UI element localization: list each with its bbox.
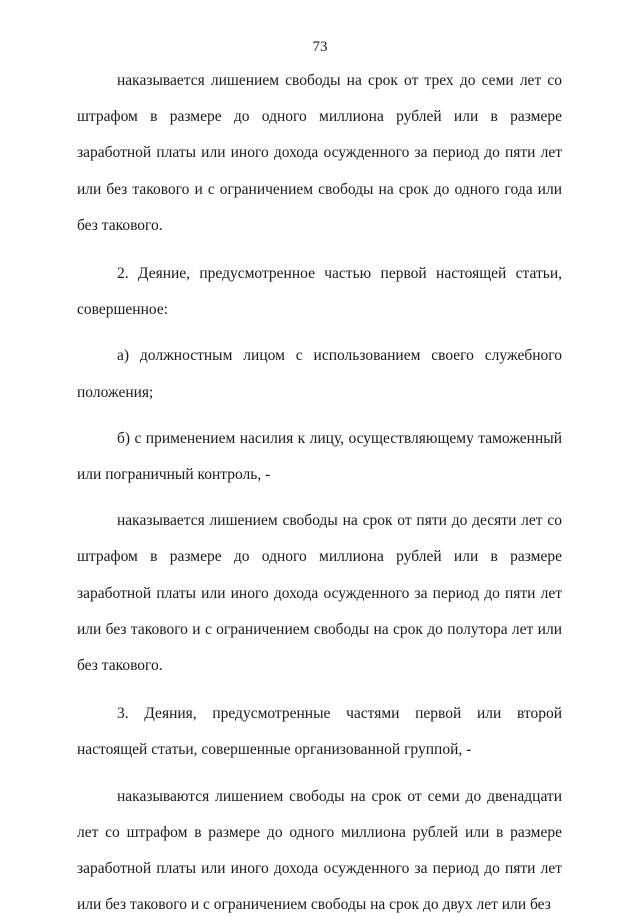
paragraph-item-b: б) с применением насилия к лицу, осуществляющему таможенный или пограничный контроль, - [77, 429, 562, 484]
page-number: 73 [312, 39, 328, 55]
paragraph-penalty-part-1: наказывается лишением свободы на срок от трех до семи лет со штрафом в размере до одного миллиона рублей или в размере заработной платы или иного дохода осужденного за период до пяти лет или без такового и с ограничением свободы на срок до одного года или без такового. [77, 72, 562, 234]
paragraph-penalty-part-2: наказывается лишением свободы на срок от пяти до десяти лет со штрафом в размере до одного миллиона рублей или в размере заработной платы или иного дохода осужденного за период до пяти лет или без такового и с ограничением свободы на срок до полутора лет или без такового. [77, 512, 562, 675]
document-body [77, 63, 562, 923]
paragraph-part-3-intro: 3. Деяния, предусмотренные частями первой или второй настоящей статьи, совершенные организованной группой, - [77, 705, 562, 759]
paragraph-part-2-intro: 2. Деяние, предусмотренное частью первой настоящей статьи, совершенное: [77, 265, 562, 319]
paragraph-item-a: а) должностным лицом с использованием своего служебного положения; [77, 347, 562, 401]
paragraph-penalty-part-3: наказываются лишением свободы на срок от семи до двенадцати лет со штрафом в размере до одного миллиона рублей или в размере заработной платы или иного дохода осужденного за период до пяти лет или без такового и с ограничением свободы на срок до двух лет или без [77, 787, 562, 914]
